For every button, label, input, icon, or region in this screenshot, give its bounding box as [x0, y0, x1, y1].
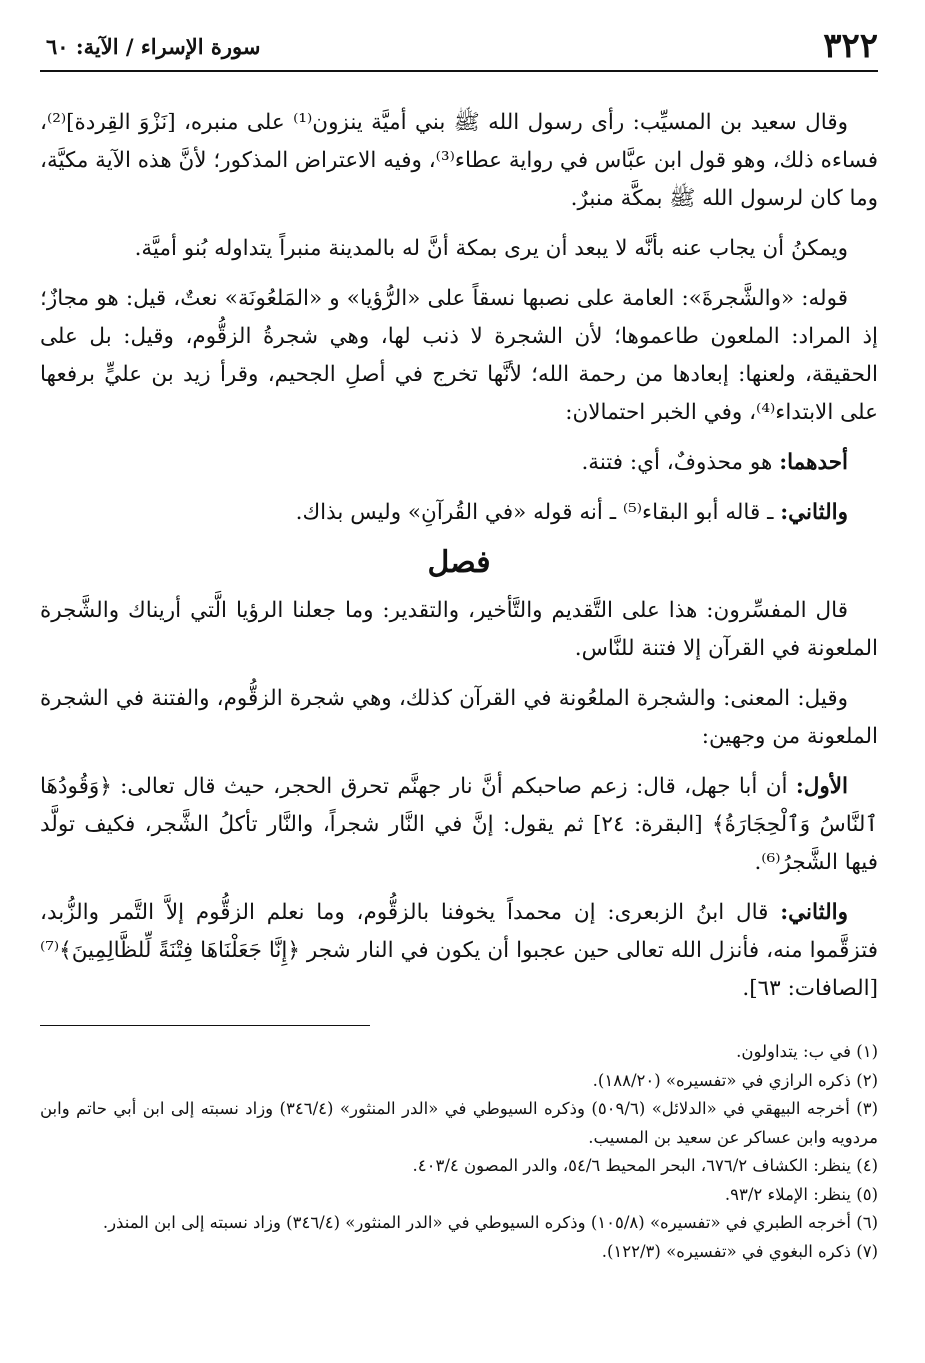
paragraph: [40, 444, 878, 482]
paragraph-text: قال ابنُ الزبعرى: إن محمداً يخوفنا بالزقُّوم، وما نعلم الزقُّوم إلاَّ التَّمر والزُّبد، فتزقَّموا منه، فأنزل الله تعالى حين عجبوا أن يكون في النار شجر ﴿إِنَّا جَعَلْنَاهَا فِتْنَةً لِّلظَّالِمِينَ﴾⁽⁷⁾ [الصافات: ٦٣].: [40, 900, 878, 1001]
paragraph: قال المفسِّرون: هذا على التَّقديم والتَّأخير، والتقدير: وما جعلنا الرؤيا الَّتي أريناك والشَّجرة الملعونة في القرآن إلا فتنة للنَّاس.: [40, 598, 878, 661]
paragraph: قوله: «والشَّجرةَ»: العامة على نصبها نسقاً على «الرُّؤيا» و «المَلعُونَة» نعتٌ، قيل: هو مجازٌ؛ إذ المراد: الملعون طاعموها؛ لأن الشجرة لا ذنب لها، وهي شجرةُ الزقُّوم، وقيل: بل على الحقيقة، ولعنها: إبعادها من رحمة الله؛ لأنَّها تخرج في أصلِ الجحيم، وقرأ زيد بن عليٍّ برفعها على الابتداء⁽⁴⁾، وفي الخبر احتمالان:: [40, 286, 878, 425]
paragraph-text: ـ قاله أبو البقاء⁽⁵⁾ ـ أنه قوله «في القُرآنِ» وليس بذاك.: [295, 500, 781, 525]
footnote-separator: [40, 1025, 370, 1026]
footnote: (٦) أخرجه الطبري في «تفسيره» (١٠٥/٨) وذكره السيوطي في «الدر المنثور» (٣٤٦/٤) وزاد نسبته إلى ابن المنذر.: [102, 1213, 878, 1232]
paragraph: [40, 894, 878, 1008]
footnote: (٤) ينظر: الكشاف ٦٧٦/٢، البحر المحيط ٥٤/٦، والدر المصون ٤٠٣/٤.: [412, 1156, 878, 1175]
book-page: [40, 22, 878, 1332]
bold-lead: والثاني:: [780, 500, 848, 525]
footnote: (١) في ب: يتداولون.: [736, 1042, 878, 1061]
paragraph: [40, 494, 878, 532]
paragraph: وقيل: المعنى: والشجرة الملعُونة في القرآن كذلك، وهي شجرة الزقُّوم، والفتنة في الشجرة الملعونة من وجهين:: [40, 686, 878, 749]
paragraph-text: أن أبا جهل، قال: زعم صاحبكم أنَّ نار جهنَّم تحرق الحجر، حيث قال تعالى: ﴿وَقُودُهَا ٱلنَّاسُ وَٱلْحِجَارَةُ﴾ [البقرة: ٢٤] ثم يقول: إنَّ في النَّار شجراً، والنَّار تأكلُ الشَّجر، فكيف تولَّد فيها الشَّجرُ⁽⁶⁾.: [40, 774, 878, 875]
paragraph-text: هو محذوفٌ، أي: فتنة.: [581, 450, 780, 475]
section-title: فصل: [427, 545, 491, 580]
paragraph: وقال سعيد بن المسيِّب: رأى رسول الله ﷺ بني أميَّة ينزون⁽¹⁾ على منبره، [نَزْوَ القِردة]⁽²⁾، فساءه ذلك، وهو قول ابن عبَّاس في رواية عطاء⁽³⁾، وفيه الاعتراض المذكور؛ لأنَّ هذه الآية مكيَّة، وما كان لرسول الله ﷺ بمكَّة منبرٌ.: [40, 110, 878, 211]
paragraph: ويمكنُ أن يجاب عنه بأنَّه لا يبعد أن يرى بمكة أنَّ له بالمدينة منبراً يتداوله بُنو أميَّة.: [134, 236, 848, 261]
bold-lead: الأول:: [795, 774, 848, 799]
page-header: [40, 22, 878, 72]
page-number: ٣٢٢: [823, 26, 878, 66]
running-title: سورة الإسراء / الآية: ٦٠: [46, 33, 261, 59]
paragraph: [40, 768, 878, 882]
main-text: [40, 104, 878, 1020]
footnote: (٥) ينظر: الإملاء ٩٣/٢.: [724, 1184, 878, 1204]
bold-lead: أحدهما:: [779, 450, 848, 475]
footnotes: [40, 1038, 878, 1266]
footnote: (٣) أخرجه البيهقي في «الدلائل» (٥٠٩/٦) وذكره السيوطي في «الدر المنثور» (٣٤٦/٤) وزاد نسبته إلى ابن أبي حاتم وابن مردويه وابن عساكر عن سعيد بن المسيب.: [40, 1099, 878, 1147]
footnote: (٧) ذكره البغوي في «تفسيره» (١٢٢/٣).: [601, 1241, 878, 1261]
footnote: (٢) ذكره الرازي في «تفسيره» (١٨٨/٢٠).: [592, 1070, 878, 1090]
bold-lead: والثاني:: [780, 900, 848, 925]
